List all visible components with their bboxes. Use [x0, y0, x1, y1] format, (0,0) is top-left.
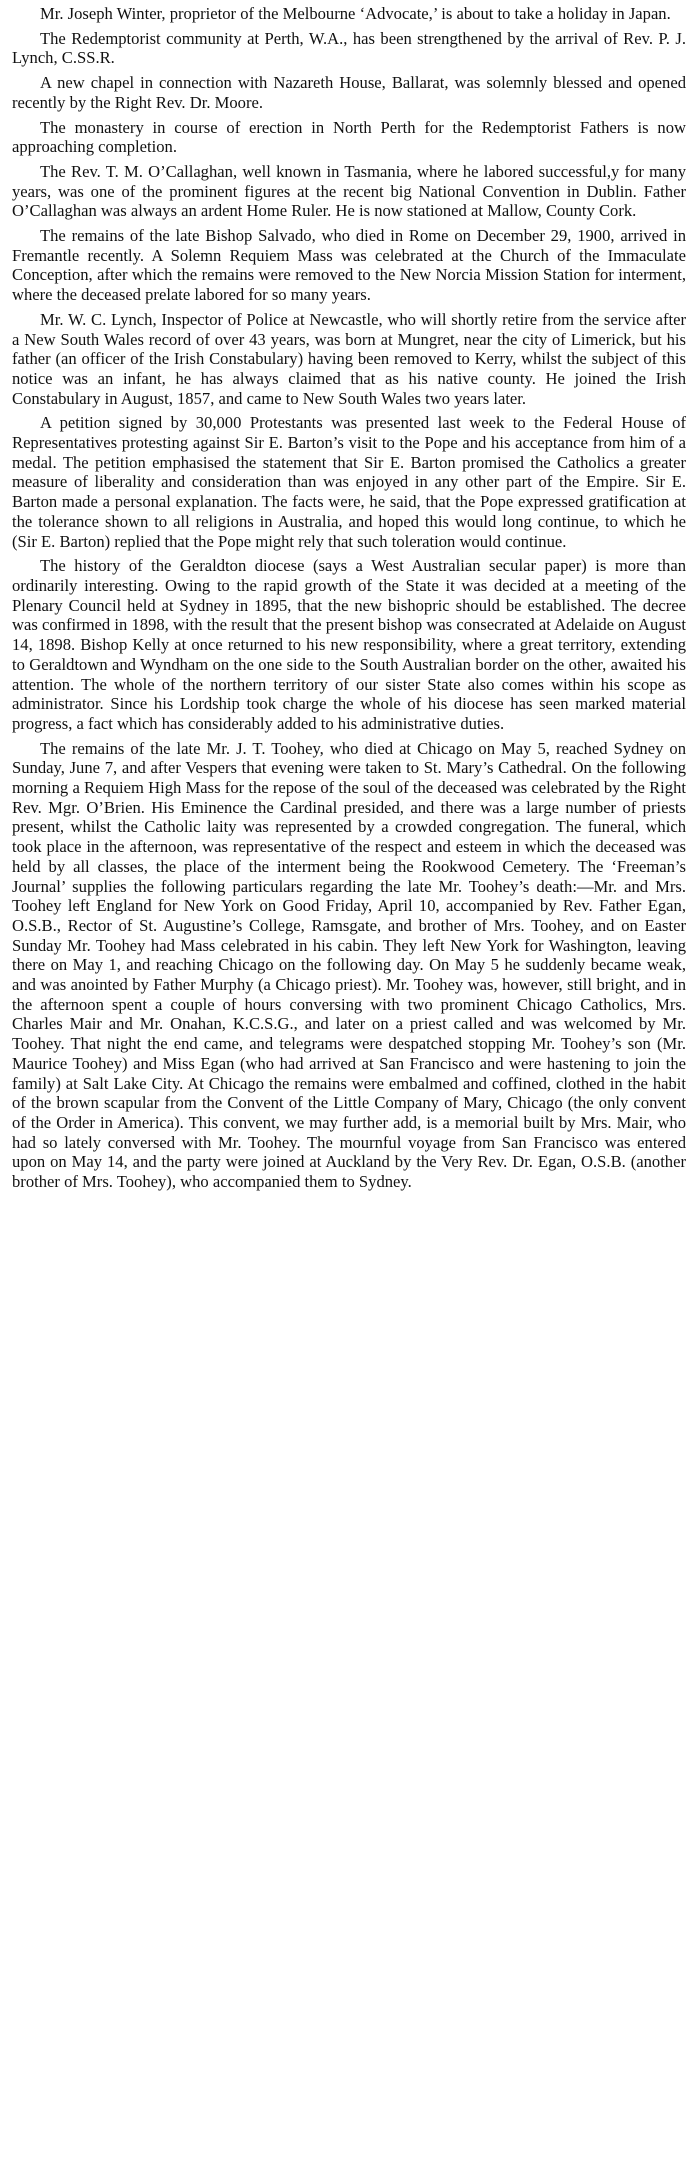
- news-item-geraldton-diocese: The history of the Geraldton diocese (says a West Australian secular paper) is more than ordinarily interesting. Owing to the rapid growth of the State it was decided at a meeting of the Plenary Council held at Sydney in 1895, that the new bishopric should be established. The decree was confirmed in 1898, with the result that the present bishop was consecrated at Adelaide on August 14, 1898. Bishop Kelly at once returned to his new responsibility, where a great territory, extending to Geraldtown and Wyndham on the one side to the South Australian border on the other, awaited his attention. The whole of the northern territory of our sister State also comes within his scope as administrator. Since his Lordship took charge the whole of his diocese has seen marked material progress, a fact which has considerably added to his administrative duties.: [12, 556, 686, 733]
- news-item-inspector-lynch: Mr. W. C. Lynch, Inspector of Police at Newcastle, who will shortly retire from the service after a New South Wales record of over 43 years, was born at Mungret, near the city of Limerick, but his father (an officer of the Irish Constabulary) having been removed to Kerry, whilst the subject of this notice was an infant, he has always claimed that as his native county. He joined the Irish Constabulary in August, 1857, and came to New South Wales two years later.: [12, 309, 686, 408]
- news-item-ocallaghan: The Rev. T. M. O’Callaghan, well known in Tasmania, where he labored successful,y for many years, was one of the prominent figures at the recent big National Convention in Dublin. Father O’Callaghan was always an ardent Home Ruler. He is now stationed at Mallow, County Cork.: [12, 161, 686, 221]
- news-item-winter: Mr. Joseph Winter, proprietor of the Melbourne ‘Advocate,’ is about to take a holiday in Japan.: [40, 4, 671, 23]
- news-item-barton-petition: A petition signed by 30,000 Protestants was presented last week to the Federal House of Representatives protesting against Sir E. Barton’s visit to the Pope and his acceptance from him of a medal. The petition emphasised the statement that Sir E. Barton promised the Catholics a greater measure of liberality and consideration than was enjoyed in any other part of the Empire. Sir E. Barton made a personal explanation. The facts were, he said, that the Pope expressed gratification at the tolerance shown to all religions in Australia, and hoped this would long continue, to which he (Sir E. Barton) replied that the Pope might rely that such toleration would continue.: [12, 413, 686, 551]
- news-item-nazareth-chapel: A new chapel in connection with Nazareth House, Ballarat, was solemnly blessed and opened recently by the Right Rev. Dr. Moore.: [12, 73, 686, 112]
- news-item-redemptorist-perth: The Redemptorist community at Perth, W.A., has been strengthened by the arrival of Rev. P. J. Lynch, C.SS.R.: [12, 28, 686, 68]
- news-item-bishop-salvado: The remains of the late Bishop Salvado, who died in Rome on December 29, 1900, arrived in Fremantle recently. A Solemn Requiem Mass was celebrated at the Church of the Immaculate Conception, after which the remains were removed to the New Norcia Mission Station for interment, where the deceased prelate labored for so many years.: [12, 226, 686, 305]
- news-item-north-perth-monastery: The monastery in course of erection in North Perth for the Redemptorist Fathers is now approaching completion.: [12, 117, 686, 157]
- news-item-toohey-remains: The remains of the late Mr. J. T. Toohey, who died at Chicago on May 5, reached Sydney on Sunday, June 7, and after Vespers that evening were taken to St. Mary’s Cathedral. On the following morning a Requiem High Mass for the repose of the soul of the deceased was celebrated by the Right Rev. Mgr. O’Brien. His Eminence the Cardinal presided, and there was a large number of priests present, whilst the Catholic laity was represented by a crowded congregation. The funeral, which took place in the afternoon, was representative of the respect and esteem in which the deceased was held by all classes, the place of the interment being the Rookwood Cemetery. The ‘Freeman’s Journal’ supplies the following particulars regarding the late Mr. Toohey’s death:—Mr. and Mrs. Toohey left England for New York on Good Friday, April 10, accompanied by Rev. Father Egan, O.S.B., Rector of St. Augustine’s College, Ramsgate, and brother of Mrs. Toohey, and on Easter Sunday Mr. Toohey had Mass celebrated in his cabin. They left New York for Washington, leaving there on May 1, and reaching Chicago on the following day. On May 5 he suddenly became weak, and was anointed by Father Murphy (a Chicago priest). Mr. Toohey was, however, still bright, and in the afternoon spent a couple of hours conversing with two prominent Chicago Catholics, Mrs. Charles Mair and Mr. Onahan, K.C.S.G., and later on a priest called and was welcomed by Mr. Toohey. That night the end came, and telegrams were despatched stopping Mr. Toohey’s son (Mr. Maurice Toohey) and Miss Egan (who had arrived at San Francisco and were hastening to join the family) at Salt Lake City. At Chicago the remains were embalmed and coffined, clothed in the habit of the brown scapular from the Convent of the Little Company of Mary, Chicago (the only convent of the Order in America). This convent, we may further add, is a memorial built by Mrs. Mair, who had so lately conversed with Mr. Toohey. The mournful voyage from San Francisco was entered upon on May 14, and the party were joined at Auckland by the Very Rev. Dr. Egan, O.S.B. (another brother of Mrs. Toohey), who accompanied them to Sydney.: [12, 738, 686, 1192]
